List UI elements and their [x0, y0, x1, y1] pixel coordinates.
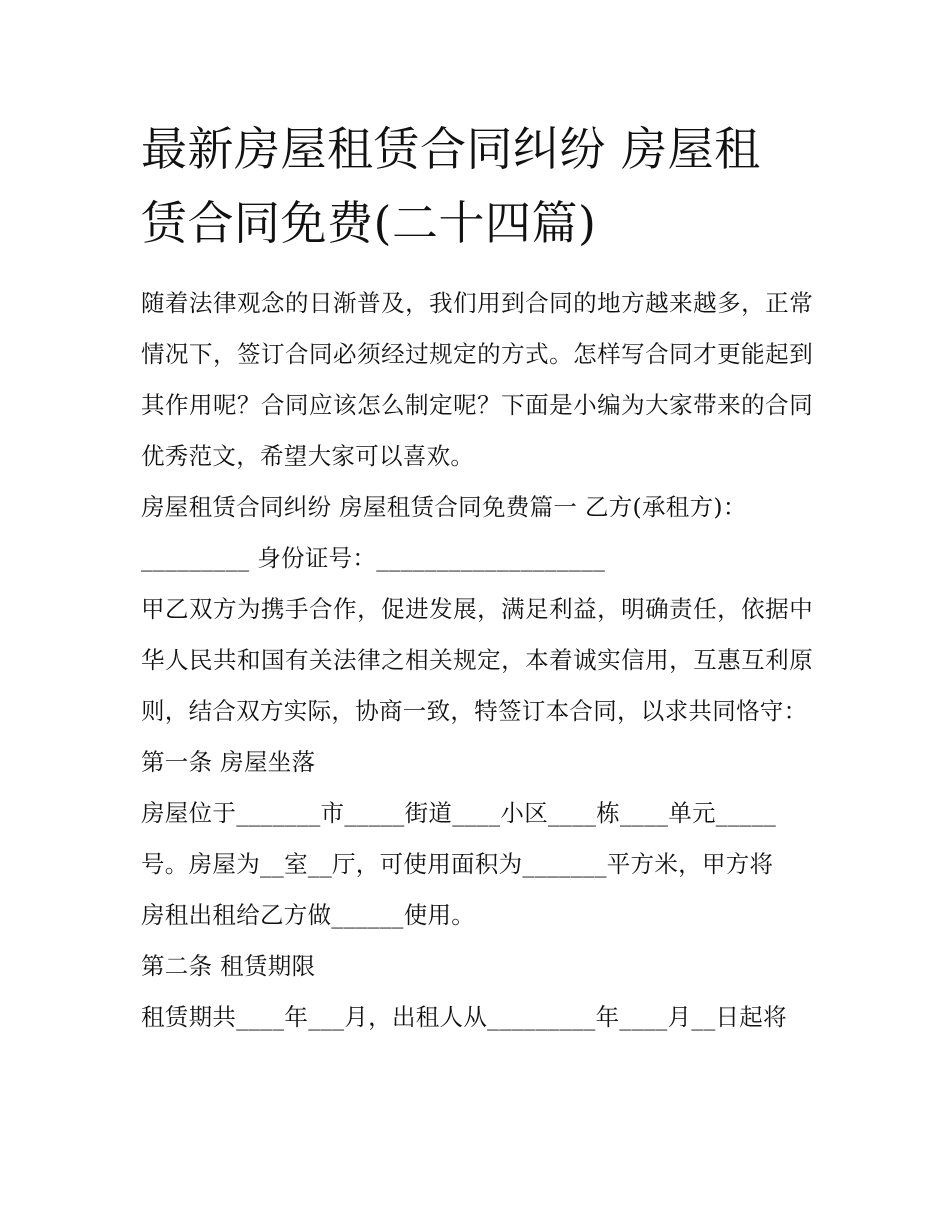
- intro-paragraph: 随着法律观念的日渐普及，我们用到合同的地方越来越多，正常情况下，签订合同必须经过规定的方式。怎样写合同才更能起到其作用呢？合同应该怎么制定呢？下面是小编为大家带来的合同优秀范文，希望大家可以喜欢。: [141, 289, 813, 470]
- preamble-paragraph: 甲乙双方为携手合作，促进发展，满足利益，明确责任，依据中华人民共和国有关法律之相关规定，本着诚实信用，互惠互利原则，结合双方实际，协商一致，特签订本合同，以求共同恪守：: [141, 595, 813, 725]
- section-heading: 房屋租赁合同纠纷 房屋租赁合同免费篇一 乙方(承租方)：: [141, 493, 747, 521]
- document-page: [141, 112, 813, 1043]
- title-line-2: 赁合同免费(二十四篇): [141, 196, 597, 250]
- article-1-line-3: 房租出租给乙方做______使用。: [141, 901, 476, 929]
- article-2-line-1: 租赁期共____年___月，出租人从_________年____月__日起将: [141, 1003, 787, 1031]
- id-number-line: _________ 身份证号：___________________: [141, 544, 606, 572]
- article-1-line-2: 号。房屋为__室__厅，可使用面积为_______平方米，甲方将: [141, 850, 774, 878]
- document-title: [141, 112, 813, 260]
- article-1-line-1: 房屋位于_______市_____街道____小区____栋____单元_____: [141, 799, 777, 827]
- article-1-title: 第一条 房屋坐落: [141, 748, 316, 776]
- article-2-title: 第二条 租赁期限: [141, 952, 316, 980]
- title-line-1: 最新房屋租赁合同纠纷 房屋租: [141, 122, 761, 176]
